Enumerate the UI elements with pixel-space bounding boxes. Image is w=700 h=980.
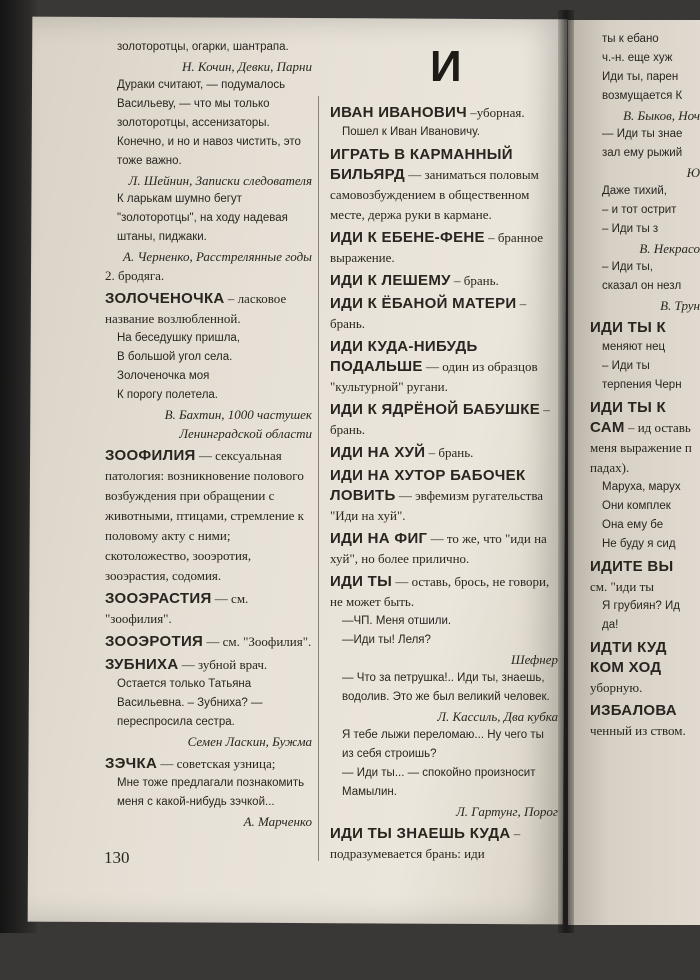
book-gutter (558, 10, 574, 933)
quote-text: возмущается К (602, 90, 683, 102)
entry-definition: – ид оставь меня выражение п падах). (590, 420, 692, 475)
column-divider (318, 96, 319, 861)
quote-text: К ларькам шумно бегут "золоторотцы", на ходу надевая штаны, пиджаки. (117, 193, 288, 243)
citation-source: А. Марченко (243, 814, 312, 829)
entry-definition: — сексуальная патология: возникновение полового возбуждения при обращении с животными, птицами, стремление к половому акту с ними; скотоложество, зооэротия, зооэрастия, содомия. (105, 448, 304, 583)
dictionary-entry (330, 572, 558, 612)
body-text: 2. бродяга. (105, 268, 165, 283)
citation-source: Шефнер (511, 652, 558, 667)
dictionary-entry (590, 557, 700, 577)
entry-headword: ИДИ К ЕБЕНЕ-ФЕНЕ (330, 229, 485, 246)
quote-text: Золоченочка моя (117, 370, 210, 382)
entry-headword: ЗООЭРОТИЯ (105, 633, 204, 650)
entry-headword: ИГРАТЬ В КАРМАННЫЙ БИЛЬЯРД (330, 146, 513, 183)
dictionary-entry (330, 443, 558, 463)
entry-headword: ИДИ К ЯДРЁНОЙ БАБУШКЕ (330, 401, 541, 418)
dictionary-entry (105, 589, 312, 629)
quote-text: На беседушку пришла, (117, 332, 241, 344)
quote-text: — Иди ты... — спокойно произносит Мамылин. (342, 767, 536, 798)
citation-source: В. Бахтин, 1000 частушек Ленинградской области (164, 407, 312, 441)
dictionary-entry (590, 638, 700, 698)
quote-text: Иди ты, парен (602, 71, 679, 83)
entry-definition: — один из образцов "культурной" ругани. (330, 359, 538, 394)
entry-definition: – брань. (450, 273, 499, 288)
quote-text: – Иди ты з (602, 223, 659, 235)
quote-text: Она ему бе (602, 519, 664, 531)
dictionary-entry (330, 103, 558, 123)
column-2 (330, 100, 558, 980)
quote-text: – Иди ты (602, 360, 650, 372)
quote-text: Дураки считают, — подумалось Васильеву, — что мы только золоторотцы, ассенизаторы. Конечно, и но и навоз чистить, это тоже важно. (117, 79, 301, 167)
entry-definition: — см. "Зоофилия". (203, 634, 312, 649)
dictionary-entry (330, 400, 558, 440)
dictionary-entry (590, 398, 700, 478)
citation-source: А. Черненко, Расстрелянные годы (123, 249, 312, 264)
entry-definition: — эвфемизм ругательства "Иди на хуй". (330, 488, 544, 523)
entry-definition: ченный из ством. (590, 723, 686, 738)
quote-text: Остается только Татьяна Васильевна. – Зубниха? — переспросила сестра. (117, 678, 263, 728)
entry-headword: ИДИ НА ХУТОР БАБОЧЕК ЛОВИТЬ (330, 467, 526, 504)
dictionary-entry (330, 824, 558, 864)
entry-headword: ИДИ ТЫ К (590, 319, 666, 336)
entry-definition: –уборная. (466, 105, 525, 120)
entry-headword: ЗООФИЛИЯ (105, 447, 196, 464)
entry-definition: — зубной врач. (178, 657, 268, 672)
entry-definition: – брань. (425, 445, 474, 460)
quote-text: —Иди ты! Леля? (342, 634, 431, 646)
citation-source: Л. Гартунг, Порог (455, 804, 558, 819)
entry-definition: – подразумевается брань: иди (330, 826, 521, 861)
dictionary-entry (330, 271, 558, 291)
entry-definition: уборную. (590, 680, 643, 695)
column-3 (590, 30, 700, 930)
quote-text: Мне тоже предлагали познакомить меня с какой-нибудь зэчкой... (117, 777, 305, 808)
section-letter: И (430, 42, 462, 91)
citation-source: Н. Кочин, Девки, Парни (182, 59, 312, 74)
entry-headword: ИДИ ТЫ ЗНАЕШЬ КУДА (330, 825, 511, 842)
quote-text: Даже тихий, (602, 185, 667, 197)
quote-text: терпения Черн (602, 379, 682, 391)
entry-headword: ИДТИ КУД КОМ ХОД (590, 639, 667, 676)
quote-text: Я тебе лыжи переломаю... Ну чего ты из себя строишь? (342, 729, 544, 760)
entry-headword: ЗУБНИХА (105, 656, 179, 673)
quote-text: меняют нец (602, 341, 666, 353)
entry-headword: ИДИ ТЫ К САМ (590, 399, 666, 436)
entry-definition: — советская узница; (157, 756, 276, 771)
quote-text: Они комплек (602, 500, 671, 512)
dictionary-entry (105, 754, 312, 774)
entry-definition: – ласковое название возлюбленной. (105, 291, 287, 326)
entry-definition: — заниматься половым самовозбуждением в общественном месте, держа руки в кармане. (330, 167, 539, 222)
dictionary-entry (330, 466, 558, 526)
page-number: 130 (104, 848, 130, 867)
citation-source: В. Некрасо (639, 241, 700, 256)
quote-text: — Иди ты знае (602, 128, 683, 140)
dictionary-entry (330, 228, 558, 268)
entry-headword: ИДИТЕ ВЫ (590, 558, 674, 575)
quote-text: ты к ебано (602, 33, 659, 45)
entry-headword: ИДИ НА ФИГ (330, 530, 428, 547)
dictionary-entry (105, 655, 312, 675)
quote-text: сказал он незл (602, 280, 682, 292)
quote-text: Я грубиян? Ид (602, 600, 680, 612)
entry-definition: – брань. (330, 402, 550, 437)
citation-source: Ю (686, 165, 700, 180)
entry-headword: ЗОЛОЧЕНОЧКА (105, 290, 225, 307)
entry-definition: – брань. (330, 296, 527, 331)
entry-headword: ЗЭЧКА (105, 755, 158, 772)
entry-headword: ИВАН ИВАНОВИЧ (330, 104, 467, 121)
dictionary-entry (105, 289, 312, 329)
quote-text: Маруха, марух (602, 481, 681, 493)
quote-text: – Иди ты, (602, 261, 653, 273)
quote-text: ч.-н. еще хуж (602, 52, 673, 64)
entry-headword: ИДИ К ЁБАНОЙ МАТЕРИ (330, 295, 517, 312)
dictionary-entry (330, 145, 558, 225)
quote-text: зал ему рыжий (602, 147, 683, 159)
entry-headword: ИДИ К ЛЕШЕМУ (330, 272, 451, 289)
dictionary-entry (330, 529, 558, 569)
dictionary-entry (330, 294, 558, 334)
body-text: см. "иди ты (590, 579, 654, 594)
quote-text: золоторотцы, огарки, шантрапа. (117, 41, 289, 53)
entry-definition: — оставь, брось, не говори, не может быть. (330, 574, 550, 609)
citation-source: Л. Шейнин, Записки следователя (128, 173, 312, 188)
column-1 (105, 38, 312, 918)
entry-headword: ИДИ КУДА-НИБУДЬ ПОДАЛЬШЕ (330, 338, 478, 375)
entry-headword: ЗООЭРАСТИЯ (105, 590, 212, 607)
citation-source: Л. Кассиль, Два кубка (437, 709, 558, 724)
entry-headword: ИДИ ТЫ (330, 573, 393, 590)
citation-source: Семен Ласкин, Бужма (187, 734, 312, 749)
quote-text: Не буду я сид (602, 538, 676, 550)
entry-definition: — то же, что "иди на хуй", но более прилично. (330, 531, 547, 566)
quote-text: В большой угол села. (117, 351, 233, 363)
quote-text: да! (602, 619, 619, 631)
quote-text: – и тот острит (602, 204, 677, 216)
entry-definition: – бранное выражение. (330, 230, 544, 265)
quote-text: —ЧП. Меня отшили. (342, 615, 452, 627)
dictionary-entry (105, 632, 312, 652)
citation-source: В. Трун (660, 298, 700, 313)
entry-headword: ИЗБАЛОВА (590, 702, 677, 719)
dictionary-entry (105, 446, 312, 586)
quote-text: К порогу полетела. (117, 389, 218, 401)
entry-definition: — см. "зоофилия". (105, 591, 249, 626)
citation-source: В. Быков, Ноч (623, 108, 700, 123)
dictionary-entry (330, 337, 558, 397)
dictionary-entry (590, 318, 700, 338)
entry-headword: ИДИ НА ХУЙ (330, 444, 426, 461)
quote-text: — Что за петрушка!.. Иди ты, знаешь, водолив. Это же был великий человек. (342, 672, 550, 703)
dictionary-entry (590, 701, 700, 741)
quote-text: Пошел к Иван Ивановичу. (342, 126, 480, 138)
